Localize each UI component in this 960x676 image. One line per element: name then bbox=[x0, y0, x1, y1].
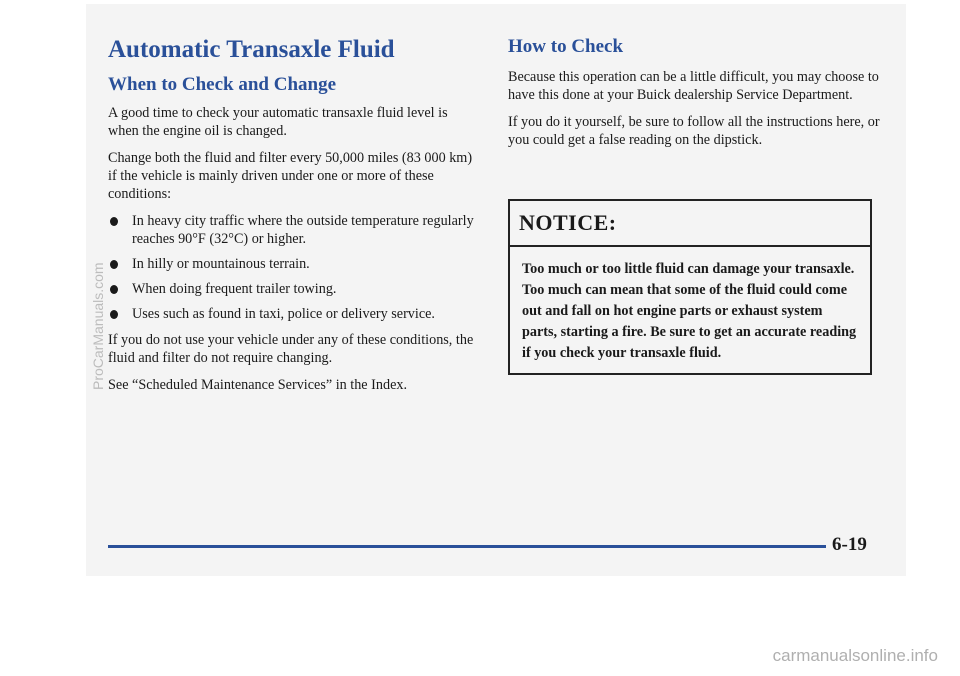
bottom-watermark: carmanualsonline.info bbox=[772, 646, 938, 665]
right-column bbox=[508, 36, 880, 158]
notice-box bbox=[508, 199, 872, 375]
intro-paragraph: A good time to check your automatic transaxle fluid level is when the engine oil is changed. bbox=[108, 105, 448, 139]
how-to-check-title: How to Check bbox=[508, 36, 624, 57]
list-item bbox=[108, 305, 478, 323]
diy-paragraph: If you do it yourself, be sure to follow all the instructions here, or you could get a false reading on the dipstick. bbox=[508, 114, 880, 148]
bullet-icon bbox=[110, 217, 118, 226]
page-number: 6-19 bbox=[832, 534, 867, 555]
list-item bbox=[108, 212, 478, 248]
list-item-text: Uses such as found in taxi, police or delivery service. bbox=[132, 306, 435, 322]
dealer-paragraph: Because this operation can be a little difficult, you may choose to have this done at your Buick dealership Service Department. bbox=[508, 69, 879, 103]
list-item bbox=[108, 255, 478, 273]
section-subtitle: When to Check and Change bbox=[108, 74, 337, 95]
change-interval-paragraph: Change both the fluid and filter every 50,000 miles (83 000 km) if the vehicle is mainly driven under one or more of these conditions: bbox=[108, 150, 473, 202]
see-index-paragraph: See “Scheduled Maintenance Services” in the Index. bbox=[108, 377, 408, 393]
list-item-text: In heavy city traffic where the outside temperature regularly reaches 90°F (32°C) or higher. bbox=[132, 213, 474, 247]
side-watermark bbox=[90, 370, 106, 390]
bullet-icon bbox=[110, 260, 118, 269]
list-item-text: In hilly or mountainous terrain. bbox=[132, 256, 310, 272]
conditions-list bbox=[108, 212, 478, 323]
no-change-paragraph: If you do not use your vehicle under any of these conditions, the fluid and filter do not require changing. bbox=[108, 332, 474, 366]
notice-body: Too much or too little fluid can damage your transaxle. Too much can mean that some of the fluid could come out and fall on hot engine parts or exhaust system parts, starting a fire. Be sure to get an accurate reading if you check your transaxle fluid. bbox=[522, 261, 857, 361]
bullet-icon bbox=[110, 285, 118, 294]
list-item bbox=[108, 280, 478, 298]
notice-heading: NOTICE: bbox=[510, 201, 870, 247]
section-title: Automatic Transaxle Fluid bbox=[108, 36, 395, 63]
footer-rule bbox=[108, 545, 826, 548]
bullet-icon bbox=[110, 310, 118, 319]
left-column bbox=[108, 36, 478, 403]
list-item-text: When doing frequent trailer towing. bbox=[132, 281, 337, 297]
